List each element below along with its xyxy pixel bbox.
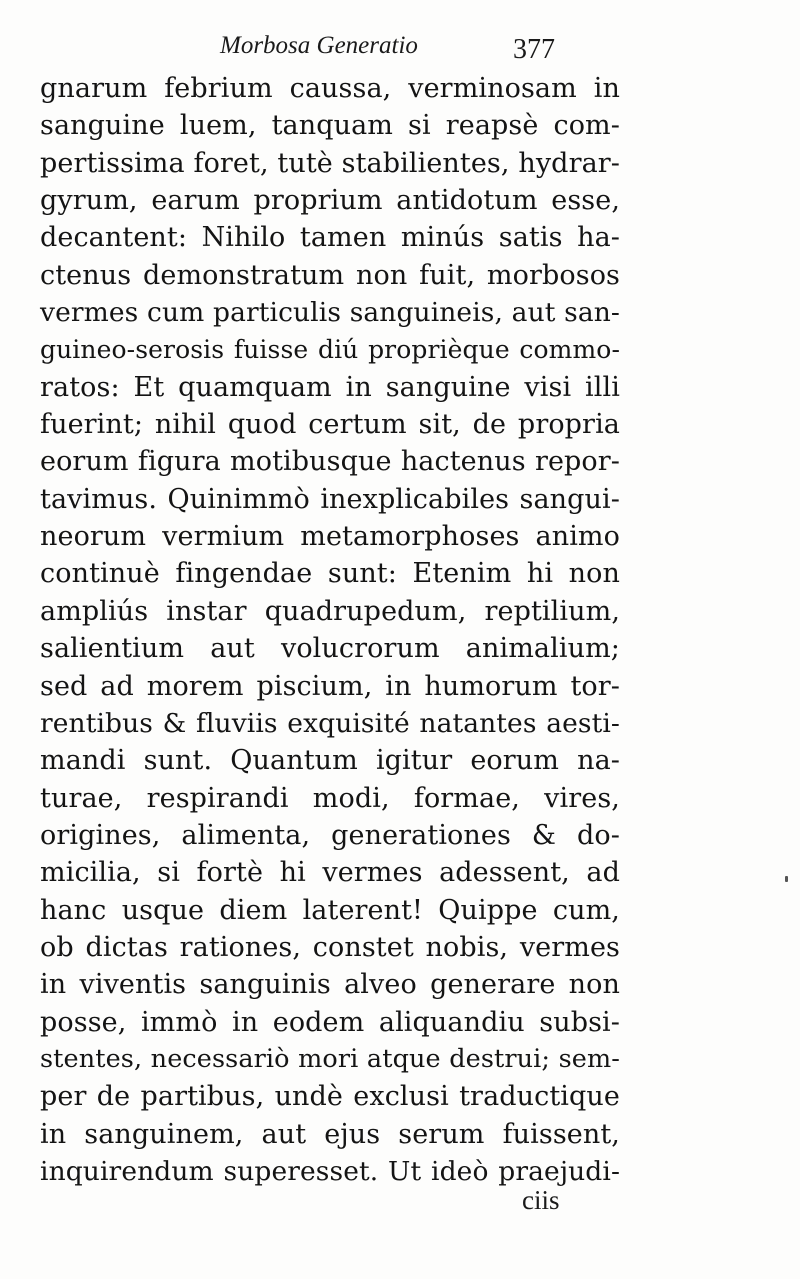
text-line: tavimus. Quinimmò inexplicabiles sangui-	[40, 483, 620, 515]
text-line: fuerint; nihil quod certum sit, de propria	[40, 409, 620, 441]
text-line: gnarum febrium caussa, verminosam in	[40, 73, 620, 104]
text-line: salientium aut volucrorum animalium;	[40, 633, 620, 665]
text-line: gyrum, earum proprium antidotum esse,	[40, 185, 620, 217]
text-line: rentibus & fluviis exquisité natantes aesti-	[40, 707, 620, 739]
text-line: ob dictas rationes, constet nobis, vermes	[40, 931, 620, 963]
text-line: ampliús instar quadrupedum, reptilium,	[40, 595, 620, 627]
text-line: pertissima foret, tutè stabilientes, hydrar-	[40, 147, 620, 179]
text-line: neorum vermium metamorphoses animo	[40, 521, 620, 553]
catchword: ciis	[522, 1185, 560, 1215]
text-line: continuè fingendae sunt: Etenim hi non	[40, 558, 620, 590]
text-line: ctenus demonstratum non fuit, morbosos	[40, 259, 620, 291]
text-line: sanguine luem, tanquam si reapsè com-	[40, 110, 620, 142]
text-line: turae, respirandi modi, formae, vires,	[40, 782, 620, 814]
text-line: micilia, si fortè hi vermes adessent, ad	[40, 857, 620, 889]
text-line: origines, alimenta, generationes & do-	[40, 819, 620, 851]
text-line: hanc usque diem laterent! Quippe cum,	[40, 894, 620, 926]
text-line: ratos: Et quamquam in sanguine visi illi	[40, 371, 620, 403]
text-line: per de partibus, undè exclusi traductique	[40, 1081, 620, 1113]
edge-mark	[785, 876, 788, 882]
text-line: mandi sunt. Quantum igitur eorum na-	[40, 745, 620, 777]
text-line: posse, immò in eodem aliquandiu subsi-	[40, 1006, 620, 1038]
running-title: Morbosa Generatio	[220, 32, 418, 59]
text-line: vermes cum particulis sanguineis, aut san-	[40, 297, 620, 329]
text-line: stentes, necessariò mori atque destrui; sem-	[40, 1043, 620, 1074]
text-line: inquirendum superesset. Ut ideò praejudi-	[40, 1155, 620, 1187]
text-line: guineo-serosis fuisse diú proprièque commo-	[40, 335, 620, 365]
text-line: sed ad morem piscium, in humorum tor-	[40, 670, 620, 702]
text-line: eorum figura motibusque hactenus repor-	[40, 446, 620, 478]
page-number: 377	[513, 34, 555, 65]
text-line: in sanguinem, aut ejus serum fuissent,	[40, 1118, 620, 1150]
text-line: in viventis sanguinis alveo generare non	[40, 969, 620, 1001]
text-line: decantent: Nihilo tamen minús satis ha-	[40, 222, 620, 254]
running-head	[220, 30, 580, 74]
body-text	[40, 70, 620, 1190]
